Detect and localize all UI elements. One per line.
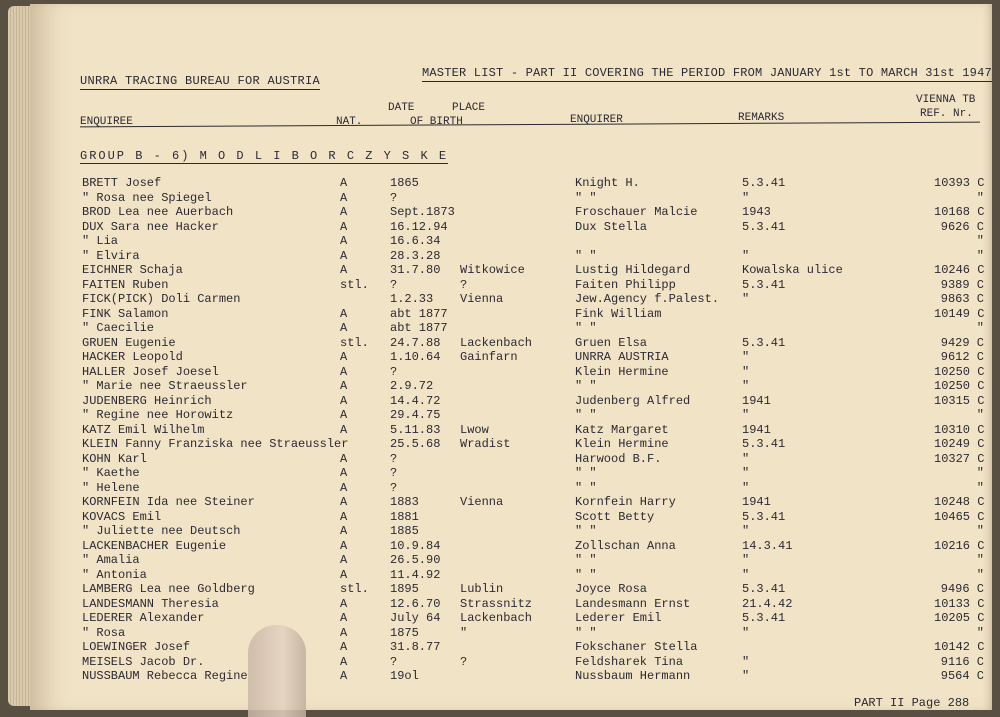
nationality: A (340, 234, 348, 248)
enquiree-name: " Caecilie (82, 321, 155, 335)
birth-date: 19ol (390, 669, 419, 683)
remarks: 5.3.41 (742, 582, 786, 596)
remarks: 5.3.41 (742, 611, 786, 625)
birth-date: 29.4.75 (390, 408, 441, 422)
birth-date: abt 1877 (390, 306, 448, 321)
birth-place: Lackenbach (460, 611, 533, 625)
reference-number: 10142 C (934, 640, 985, 654)
nationality: A (340, 350, 348, 364)
nationality: A (340, 176, 348, 190)
reference-number: 10133 C (934, 596, 985, 611)
reference-number: 10250 C (934, 379, 985, 393)
enquirer-name: Knight H. (575, 176, 640, 190)
enquirer-name: Fink William (575, 306, 662, 321)
birth-date: abt 1877 (390, 321, 448, 335)
remarks: 5.3.41 (742, 176, 786, 190)
nationality: A (340, 654, 348, 669)
enquirer-name: " " (575, 480, 597, 495)
enquiree-name: " Lia (82, 234, 119, 248)
reference-number: " (976, 248, 984, 263)
nationality: A (340, 190, 348, 205)
remarks: " (742, 292, 750, 306)
table-row (30, 539, 992, 554)
remarks: " (742, 654, 750, 669)
enquiree-name: " Marie nee Straeussler (82, 379, 248, 393)
remarks: 5.3.41 (742, 509, 786, 524)
birth-date: ? (390, 277, 398, 292)
enquiree-name: KOHN Karl (82, 451, 147, 466)
nationality: stl. (340, 335, 369, 350)
enquiree-name: DUX Sara nee Hacker (82, 219, 219, 234)
table-row (30, 553, 992, 568)
birth-place: Strassnitz (460, 596, 533, 611)
birth-date: 24.7.88 (390, 335, 441, 350)
enquirer-name: " " (575, 379, 597, 393)
nationality: A (340, 611, 348, 625)
nationality: A (340, 466, 348, 480)
nationality: A (340, 306, 348, 321)
enquirer-name: Dux Stella (575, 219, 648, 234)
enquiree-name: GRUEN Eugenie (82, 335, 176, 350)
birth-date: 10.9.84 (390, 538, 441, 553)
table-row (30, 481, 992, 496)
enquiree-name: " Kaethe (82, 466, 140, 480)
enquiree-name: HACKER Leopold (82, 350, 183, 364)
reference-number: 9389 C (940, 277, 984, 292)
remarks: 14.3.41 (742, 538, 793, 553)
nationality: A (340, 219, 348, 234)
remarks: " (742, 248, 750, 263)
birth-date: 12.6.70 (390, 596, 441, 611)
table-row (30, 394, 992, 409)
birth-place: Gainfarn (460, 350, 518, 364)
birth-date: July 64 (390, 611, 441, 625)
birth-place: Lackenbach (460, 335, 533, 350)
table-row (30, 495, 992, 510)
table-row (30, 336, 992, 351)
reference-number: 10310 C (934, 422, 985, 437)
reference-number: 10216 C (934, 538, 985, 553)
table-row (30, 379, 992, 394)
birth-date: 5.11.83 (390, 422, 441, 437)
birth-place: Wradist (460, 437, 511, 451)
reference-number: 9612 C (940, 350, 984, 364)
master-list-title: MASTER LIST - PART II COVERING THE PERIOD FROM JANUARY 1st TO MARCH 31st 1947 (422, 66, 992, 80)
table-row (30, 292, 992, 307)
birth-date: 1.2.33 (390, 292, 434, 306)
birth-date: 16.6.34 (390, 234, 441, 248)
birth-date: 2.9.72 (390, 379, 434, 393)
table-row (30, 452, 992, 467)
remarks: 5.3.41 (742, 219, 786, 234)
enquiree-name: KATZ Emil Wilhelm (82, 422, 205, 437)
enquirer-name: Judenberg Alfred (575, 393, 691, 408)
enquiree-name: " Helene (82, 480, 140, 495)
table-row (30, 640, 992, 655)
table-row (30, 234, 992, 249)
birth-date: 25.5.68 (390, 437, 441, 451)
enquiree-name: LANDESMANN Theresia (82, 596, 219, 611)
table-row (30, 655, 992, 670)
reference-number: 9429 C (940, 335, 984, 350)
remarks: 21.4.42 (742, 596, 793, 611)
enquiree-name: KORNFEIN Ida nee Steiner (82, 495, 255, 509)
table-row (30, 191, 992, 206)
nationality: A (340, 248, 348, 263)
nationality: stl. (340, 277, 369, 292)
reference-number: 10205 C (934, 611, 985, 625)
enquirer-name: Scott Betty (575, 509, 655, 524)
reference-number: " (976, 190, 984, 205)
enquirer-name: Faiten Philipp (575, 277, 676, 292)
enquiree-name: FICK(PICK) Doli Carmen (82, 292, 241, 306)
table-row (30, 611, 992, 626)
enquirer-name: Gruen Elsa (575, 335, 648, 350)
birth-date: ? (390, 190, 398, 205)
group-label: GROUP B - 6) M O D L I B O R C Z Y S K E (80, 149, 449, 163)
nationality: A (340, 538, 348, 553)
table-row (30, 568, 992, 583)
remarks: 5.3.41 (742, 335, 786, 350)
reference-number: 9564 C (940, 669, 984, 683)
enquiree-name: MEISELS Jacob Dr. (82, 654, 205, 669)
enquirer-name: Katz Margaret (575, 422, 669, 437)
reference-number: " (976, 234, 984, 248)
remarks: " (742, 553, 750, 567)
birth-place: Vienna (460, 495, 504, 509)
enquiree-name: FAITEN Ruben (82, 277, 169, 292)
remarks: 1943 (742, 205, 771, 219)
remarks: " (742, 350, 750, 364)
birth-place: " (460, 625, 468, 640)
table-row (30, 263, 992, 278)
enquiree-name: NUSSBAUM Rebecca Regine (82, 669, 248, 683)
enquiree-name: JUDENBERG Heinrich (82, 393, 212, 408)
table-row (30, 307, 992, 322)
birth-date: 1.10.64 (390, 350, 441, 364)
table-row (30, 350, 992, 365)
enquiree-name: " Rosa (82, 625, 126, 640)
birth-date: ? (390, 654, 398, 669)
ledger-page (30, 4, 992, 710)
thumb (248, 625, 306, 717)
enquiree-name: " Juliette nee Deutsch (82, 524, 241, 538)
enquirer-name: " " (575, 321, 597, 335)
enquirer-name: Feldsharek Tina (575, 654, 684, 669)
col-vienna-tb: VIENNA TB (916, 94, 976, 106)
remarks: " (742, 379, 750, 393)
remarks: " (742, 480, 750, 495)
col-date: DATE (388, 102, 415, 114)
remarks: " (742, 466, 750, 480)
enquirer-name: Nussbaum Hermann (575, 669, 691, 683)
reference-number: " (976, 408, 984, 422)
enquirer-name: " " (575, 567, 597, 582)
nationality: A (340, 640, 348, 654)
reference-number: 9496 C (940, 582, 984, 596)
enquiree-name: BROD Lea nee Auerbach (82, 205, 234, 219)
enquiree-name: HALLER Josef Joesel (82, 364, 219, 379)
birth-date: 11.4.92 (390, 567, 441, 582)
reference-number: " (976, 553, 984, 567)
nationality: A (340, 379, 348, 393)
birth-date: 26.5.90 (390, 553, 441, 567)
enquiree-name: FINK Salamon (82, 306, 169, 321)
table-row (30, 408, 992, 423)
enquirer-name: Zollschan Anna (575, 538, 676, 553)
table-row (30, 321, 992, 336)
enquirer-name: " " (575, 190, 597, 205)
reference-number: " (976, 466, 984, 480)
birth-date: Sept.1873 (390, 205, 455, 219)
nationality: A (340, 509, 348, 524)
enquirer-name: Jew.Agency f.Palest. (575, 292, 720, 306)
nationality: A (340, 625, 348, 640)
reference-number: 10248 C (934, 495, 985, 509)
table-row (30, 466, 992, 481)
enquirer-name: Fokschaner Stella (575, 640, 698, 654)
birth-date: ? (390, 480, 398, 495)
birth-place: Witkowice (460, 263, 525, 277)
enquirer-name: Froschauer Malcie (575, 205, 698, 219)
reference-number: " (976, 567, 984, 582)
enquiree-name: " Antonia (82, 567, 147, 582)
reference-number: 10149 C (934, 306, 985, 321)
nationality: A (340, 495, 348, 509)
birth-date: ? (390, 364, 398, 379)
remarks: " (742, 451, 750, 466)
col-remarks: REMARKS (738, 112, 785, 124)
table-row (30, 524, 992, 539)
reference-number: 10465 C (934, 509, 985, 524)
nationality: A (340, 553, 348, 567)
remarks: 1941 (742, 393, 771, 408)
remarks: " (742, 408, 750, 422)
enquiree-name: " Rosa nee Spiegel (82, 190, 212, 205)
birth-place: ? (460, 277, 468, 292)
table-row (30, 669, 992, 684)
enquirer-name: Landesmann Ernst (575, 596, 691, 611)
col-nat: NAT. (336, 116, 363, 128)
birth-date: ? (390, 466, 398, 480)
remarks: 5.3.41 (742, 277, 786, 292)
reference-number: 10246 C (934, 263, 985, 277)
nationality: A (340, 422, 348, 437)
enquirer-name: Harwood B.F. (575, 451, 662, 466)
birth-date: 1895 (390, 582, 419, 596)
birth-place: Lublin (460, 582, 504, 596)
nationality: A (340, 364, 348, 379)
enquiree-name: LEDERER Alexander (82, 611, 205, 625)
birth-place: Lwow (460, 422, 489, 437)
table-row (30, 278, 992, 293)
enquiree-name: BRETT Josef (82, 176, 162, 190)
reference-number: " (976, 480, 984, 495)
table-row (30, 205, 992, 220)
page-footer: PART II Page 288 (854, 696, 970, 710)
nationality: A (340, 480, 348, 495)
table-row (30, 176, 992, 191)
enquiree-name: " Regine nee Horowitz (82, 408, 234, 422)
nationality: A (340, 321, 348, 335)
enquiree-name: KOVACS Emil (82, 509, 162, 524)
enquirer-name: UNRRA AUSTRIA (575, 350, 669, 364)
enquirer-name: Lustig Hildegard (575, 263, 691, 277)
birth-place: Vienna (460, 292, 504, 306)
enquirer-name: " " (575, 625, 597, 640)
nationality: A (340, 263, 348, 277)
enquirer-name: " " (575, 466, 597, 480)
enquirer-name: " " (575, 524, 597, 538)
bureau-title: UNRRA TRACING BUREAU FOR AUSTRIA (80, 74, 321, 88)
remarks: " (742, 190, 750, 205)
enquiree-name: EICHNER Schaja (82, 263, 183, 277)
remarks: " (742, 625, 750, 640)
birth-date: 1883 (390, 495, 419, 509)
enquiree-name: LAMBERG Lea nee Goldberg (82, 582, 255, 596)
birth-date: 16.12.94 (390, 219, 448, 234)
birth-date: 1881 (390, 509, 419, 524)
remarks: " (742, 669, 750, 683)
table-row (30, 626, 992, 641)
reference-number: " (976, 524, 984, 538)
reference-number: 10249 C (934, 437, 985, 451)
nationality: stl. (340, 582, 369, 596)
col-enquiree: ENQUIREE (80, 116, 133, 128)
birth-date: 31.7.80 (390, 263, 441, 277)
enquiree-name: KLEIN Fanny Franziska nee Straeussler (82, 437, 349, 451)
col-place: PLACE (452, 102, 486, 114)
birth-date: 1865 (390, 176, 419, 190)
reference-number: " (976, 625, 984, 640)
enquiree-name: " Elvira (82, 248, 140, 263)
remarks: 5.3.41 (742, 437, 786, 451)
col-of-birth: OF BIRTH (410, 116, 463, 128)
birth-date: 31.8.77 (390, 640, 441, 654)
reference-number: 10393 C (934, 176, 985, 190)
birth-place: ? (460, 654, 468, 669)
enquirer-name: Klein Hermine (575, 437, 669, 451)
table-row (30, 220, 992, 235)
enquiree-name: LACKENBACHER Eugenie (82, 538, 227, 553)
enquirer-name: Joyce Rosa (575, 582, 648, 596)
nationality: A (340, 669, 348, 683)
enquiree-name: LOEWINGER Josef (82, 640, 191, 654)
reference-number: 10327 C (934, 451, 985, 466)
nationality: A (340, 524, 348, 538)
nationality: A (340, 451, 348, 466)
birth-date: 28.3.28 (390, 248, 441, 263)
remarks: " (742, 567, 750, 582)
enquirer-name: Klein Hermine (575, 364, 669, 379)
remarks: " (742, 524, 750, 538)
table-row (30, 365, 992, 380)
header-rule (80, 122, 980, 128)
remarks: " (742, 364, 750, 379)
reference-number: 9626 C (940, 219, 984, 234)
nationality: A (340, 205, 348, 219)
birth-date: 14.4.72 (390, 393, 441, 408)
table-row (30, 510, 992, 525)
reference-number: 10250 C (934, 364, 985, 379)
col-ref-nr: REF. Nr. (920, 108, 973, 120)
remarks: Kowalska ulice (742, 263, 843, 277)
reference-number: 10168 C (934, 205, 985, 219)
enquirer-name: " " (575, 408, 597, 422)
reference-number: 10315 C (934, 393, 985, 408)
enquirer-name: Lederer Emil (575, 611, 662, 625)
table-row (30, 423, 992, 438)
birth-date: ? (390, 451, 398, 466)
col-enquirer: ENQUIRER (570, 114, 623, 126)
birth-date: 1875 (390, 625, 419, 640)
enquirer-name: Kornfein Harry (575, 495, 676, 509)
reference-number: 9863 C (940, 292, 984, 306)
table-row (30, 597, 992, 612)
table-row (30, 249, 992, 264)
remarks: 1941 (742, 422, 771, 437)
enquirer-name: " " (575, 553, 597, 567)
remarks: 1941 (742, 495, 771, 509)
birth-date: 1885 (390, 524, 419, 538)
nationality: A (340, 567, 348, 582)
table-row (30, 582, 992, 597)
nationality: A (340, 408, 348, 422)
enquiree-name: " Amalia (82, 553, 140, 567)
reference-number: 9116 C (940, 654, 984, 669)
nationality: A (340, 596, 348, 611)
table-row (30, 437, 992, 452)
enquirer-name: " " (575, 248, 597, 263)
reference-number: " (976, 321, 984, 335)
nationality: A (340, 393, 348, 408)
